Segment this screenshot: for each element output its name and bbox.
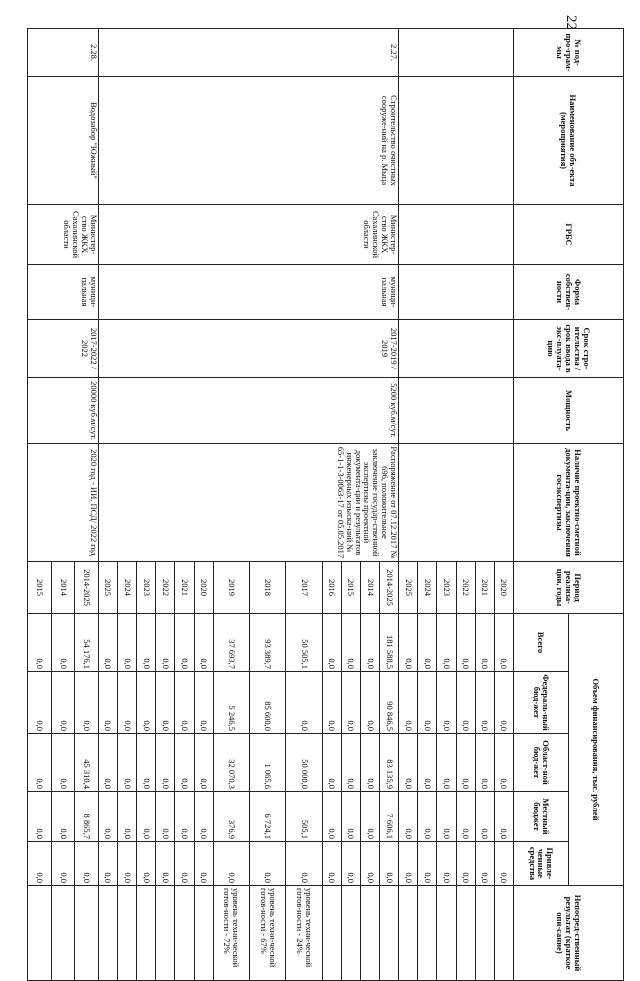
local-cell: 0,0 — [399, 792, 418, 842]
result-cell — [399, 886, 418, 981]
federal-cell: 0,0 — [156, 672, 175, 734]
project-docs — [399, 444, 514, 562]
header-docs: Наличие проектно-сметной документа-ции, заключения госэкспертизы — [514, 444, 624, 562]
federal-cell: 0,0 — [475, 672, 494, 734]
federal-cell: 0,0 — [341, 672, 360, 734]
total-cell: 181 588,5 — [380, 614, 399, 672]
project-terms: 2017-2019 / 2019 — [98, 320, 398, 378]
regional-cell: 0,0 — [51, 734, 75, 792]
local-cell: 0,0 — [156, 792, 175, 842]
period-cell: 2017 — [286, 562, 322, 614]
regional-cell: 0,0 — [437, 734, 456, 792]
private-cell: 0,0 — [98, 842, 117, 886]
regional-cell: 0,0 — [322, 734, 341, 792]
regional-cell: 0,0 — [194, 734, 213, 792]
period-cell: 2022 — [156, 562, 175, 614]
project-docs: Распоряжение от 07.12.2017 № 696, положительное заключение государ-ственной экспертизы проектной документа-ции и результатов инженерных изыска-ний № 65-1-1-3-0063-17 от 05.05.2017 — [98, 444, 398, 562]
private-cell: 0,0 — [175, 842, 194, 886]
header-total: Всего — [514, 614, 569, 672]
header-num: № под-про-грам-мы — [514, 29, 624, 77]
federal-cell: 5 246,5 — [213, 672, 249, 734]
regional-cell: 0,0 — [494, 734, 513, 792]
regional-cell: 0,0 — [361, 734, 380, 792]
header-funding-group: Объем финансирования, тыс. рублей — [569, 614, 624, 886]
federal-cell: 0,0 — [399, 672, 418, 734]
private-cell: 0,0 — [75, 842, 99, 886]
result-cell — [175, 886, 194, 981]
private-cell: 0,0 — [475, 842, 494, 886]
period-cell: 2014 — [361, 562, 380, 614]
result-cell: уровень техни-ческой готов-ности - 67% — [250, 886, 286, 981]
total-cell: 0,0 — [98, 614, 117, 672]
period-cell: 2022 — [456, 562, 475, 614]
federal-cell: 0,0 — [494, 672, 513, 734]
project-number — [399, 29, 514, 77]
private-cell: 0,0 — [399, 842, 418, 886]
private-cell: 0,0 — [341, 842, 360, 886]
regional-cell: 0,0 — [399, 734, 418, 792]
result-cell — [456, 886, 475, 981]
private-cell: 0,0 — [456, 842, 475, 886]
local-cell: 0,0 — [437, 792, 456, 842]
regional-cell: 0,0 — [456, 734, 475, 792]
private-cell: 0,0 — [380, 842, 399, 886]
regional-cell: 0,0 — [137, 734, 156, 792]
header-capacity: Мощность — [514, 378, 624, 444]
result-cell — [194, 886, 213, 981]
regional-cell: 0,0 — [98, 734, 117, 792]
header-ownership: Форма собствен-ности — [514, 265, 624, 320]
result-cell — [322, 886, 341, 981]
private-cell: 0,0 — [194, 842, 213, 886]
project-ownership: муници-пальная — [28, 265, 99, 320]
local-cell: 0,0 — [137, 792, 156, 842]
project-name — [399, 77, 514, 205]
project-capacity — [399, 378, 514, 444]
period-cell: 2014 — [51, 562, 75, 614]
total-cell: 54 176,1 — [75, 614, 99, 672]
private-cell: 0,0 — [250, 842, 286, 886]
local-cell: 0,0 — [322, 792, 341, 842]
private-cell: 0,0 — [494, 842, 513, 886]
local-cell: 505,1 — [286, 792, 322, 842]
header-regional: Област-ной бюд-жет — [514, 734, 569, 792]
regional-cell: 0,0 — [418, 734, 437, 792]
header-local: Местный бюджет — [514, 792, 569, 842]
table-row — [380, 29, 399, 981]
result-cell: уровень техни-ческой готов-ности - 72% — [213, 886, 249, 981]
project-grbs — [399, 205, 514, 265]
regional-cell: 0,0 — [156, 734, 175, 792]
result-cell — [361, 886, 380, 981]
result-cell: уровень техни-ческой готов-ности - 24% — [286, 886, 322, 981]
federal-cell: 0,0 — [361, 672, 380, 734]
result-cell — [75, 886, 99, 981]
project-ownership: муници-пальная — [98, 265, 398, 320]
period-cell: 2023 — [137, 562, 156, 614]
total-cell: 0,0 — [51, 614, 75, 672]
federal-cell: 0,0 — [75, 672, 99, 734]
private-cell: 0,0 — [361, 842, 380, 886]
private-cell: 0,0 — [437, 842, 456, 886]
header-grbs: ГРБС — [514, 205, 624, 265]
local-cell: 0,0 — [361, 792, 380, 842]
result-cell — [156, 886, 175, 981]
project-terms: 2017-2022 / 2022 — [28, 320, 99, 378]
funding-table — [27, 28, 624, 981]
local-cell: 0,0 — [194, 792, 213, 842]
local-cell: 0,0 — [28, 792, 52, 842]
total-cell: 0,0 — [399, 614, 418, 672]
local-cell: 0,0 — [341, 792, 360, 842]
regional-cell: 0,0 — [28, 734, 52, 792]
local-cell: 0,0 — [456, 792, 475, 842]
total-cell: 0,0 — [437, 614, 456, 672]
regional-cell: 1 065,6 — [250, 734, 286, 792]
header-period: Период реализа-ции, годы — [514, 562, 624, 614]
period-cell: 2024 — [118, 562, 137, 614]
total-cell: 0,0 — [156, 614, 175, 672]
period-cell: 2020 — [494, 562, 513, 614]
total-cell: 50 505,1 — [286, 614, 322, 672]
header-private: Привле-ченные средства — [514, 842, 569, 886]
period-cell: 2021 — [175, 562, 194, 614]
period-cell: 2019 — [213, 562, 249, 614]
total-cell: 0,0 — [475, 614, 494, 672]
regional-cell: 0,0 — [475, 734, 494, 792]
result-cell — [341, 886, 360, 981]
total-cell: 0,0 — [194, 614, 213, 672]
federal-cell: 0,0 — [28, 672, 52, 734]
federal-cell: 0,0 — [118, 672, 137, 734]
result-cell — [475, 886, 494, 981]
local-cell: 376,9 — [213, 792, 249, 842]
federal-cell: 0,0 — [137, 672, 156, 734]
total-cell: 0,0 — [118, 614, 137, 672]
regional-cell: 0,0 — [118, 734, 137, 792]
local-cell: 0,0 — [494, 792, 513, 842]
header-results: Непосред-ственный результат (краткое опи-сание) — [514, 886, 624, 981]
federal-cell: 0,0 — [286, 672, 322, 734]
project-grbs: Министер-ство ЖКХ Сахалинской области — [28, 205, 99, 265]
result-cell — [51, 886, 75, 981]
result-cell — [380, 886, 399, 981]
local-cell: 6 724,1 — [250, 792, 286, 842]
federal-cell: 0,0 — [194, 672, 213, 734]
project-number: 2.28. — [28, 29, 99, 77]
project-grbs: Министер-ство ЖКХ Сахалинской области — [98, 205, 398, 265]
local-cell: 0,0 — [51, 792, 75, 842]
private-cell: 0,0 — [28, 842, 52, 886]
federal-cell: 0,0 — [456, 672, 475, 734]
project-number: 2.27. — [98, 29, 398, 77]
page-number: 22 — [563, 15, 579, 30]
total-cell: 0,0 — [28, 614, 52, 672]
period-cell: 2018 — [250, 562, 286, 614]
table-row — [75, 29, 99, 981]
period-cell: 2024 — [418, 562, 437, 614]
total-cell: 0,0 — [361, 614, 380, 672]
private-cell: 0,0 — [322, 842, 341, 886]
project-docs: 2020 год - ИИ, ПСД/ 2022 год — [28, 444, 99, 562]
local-cell: 0,0 — [175, 792, 194, 842]
regional-cell: 32 070,3 — [213, 734, 249, 792]
total-cell: 93 389,7 — [250, 614, 286, 672]
federal-cell: 0,0 — [175, 672, 194, 734]
private-cell: 0,0 — [418, 842, 437, 886]
private-cell: 0,0 — [286, 842, 322, 886]
period-cell: 2015 — [341, 562, 360, 614]
private-cell: 0,0 — [213, 842, 249, 886]
private-cell: 0,0 — [156, 842, 175, 886]
project-name: Водозабор "Южный" — [28, 77, 99, 205]
result-cell — [494, 886, 513, 981]
total-cell: 0,0 — [456, 614, 475, 672]
result-cell — [437, 886, 456, 981]
result-cell — [98, 886, 117, 981]
regional-cell: 83 135,9 — [380, 734, 399, 792]
table-body — [28, 29, 514, 981]
header-federal: Федераль-ный бюд-жет — [514, 672, 569, 734]
period-cell: 2025 — [98, 562, 117, 614]
total-cell: 0,0 — [175, 614, 194, 672]
total-cell: 0,0 — [322, 614, 341, 672]
local-cell: 0,0 — [475, 792, 494, 842]
period-cell: 2023 — [437, 562, 456, 614]
federal-cell: 0,0 — [98, 672, 117, 734]
federal-cell: 0,0 — [437, 672, 456, 734]
period-cell: 2014-2025 — [75, 562, 99, 614]
period-cell: 2025 — [399, 562, 418, 614]
table-row — [494, 29, 513, 981]
total-cell: 0,0 — [418, 614, 437, 672]
period-cell: 2020 — [194, 562, 213, 614]
private-cell: 0,0 — [137, 842, 156, 886]
rotated-page — [27, 28, 624, 972]
regional-cell: 0,0 — [341, 734, 360, 792]
result-cell — [28, 886, 52, 981]
header-terms: Срок стро-ительства / срок ввода в экс-плуата-цию — [514, 320, 624, 378]
regional-cell: 0,0 — [175, 734, 194, 792]
period-cell: 2016 — [322, 562, 341, 614]
project-capacity: 20000 куб.м/сут. — [28, 378, 99, 444]
project-name: Строительство очистных сооруже-ний на р. Мыца — [98, 77, 398, 205]
federal-cell: 0,0 — [51, 672, 75, 734]
result-cell — [418, 886, 437, 981]
federal-cell: 90 846,5 — [380, 672, 399, 734]
project-ownership — [399, 265, 514, 320]
table-wrapper — [27, 28, 624, 972]
local-cell: 7 606,1 — [380, 792, 399, 842]
result-cell — [118, 886, 137, 981]
period-cell: 2015 — [28, 562, 52, 614]
project-terms — [399, 320, 514, 378]
federal-cell: 85 600,0 — [250, 672, 286, 734]
federal-cell: 0,0 — [418, 672, 437, 734]
total-cell: 0,0 — [341, 614, 360, 672]
local-cell: 8 865,7 — [75, 792, 99, 842]
local-cell: 0,0 — [118, 792, 137, 842]
total-cell: 0,0 — [137, 614, 156, 672]
private-cell: 0,0 — [51, 842, 75, 886]
total-cell: 0,0 — [494, 614, 513, 672]
total-cell: 37 693,7 — [213, 614, 249, 672]
project-capacity: 5200 куб.м/сут. — [98, 378, 398, 444]
regional-cell: 50 000,0 — [286, 734, 322, 792]
private-cell: 0,0 — [118, 842, 137, 886]
result-cell — [137, 886, 156, 981]
federal-cell: 0,0 — [322, 672, 341, 734]
local-cell: 0,0 — [98, 792, 117, 842]
period-cell: 2014-2025 — [380, 562, 399, 614]
header-name: Наименование объ-екта (мероприятия) — [514, 77, 624, 205]
period-cell: 2021 — [475, 562, 494, 614]
local-cell: 0,0 — [418, 792, 437, 842]
regional-cell: 45 310,4 — [75, 734, 99, 792]
